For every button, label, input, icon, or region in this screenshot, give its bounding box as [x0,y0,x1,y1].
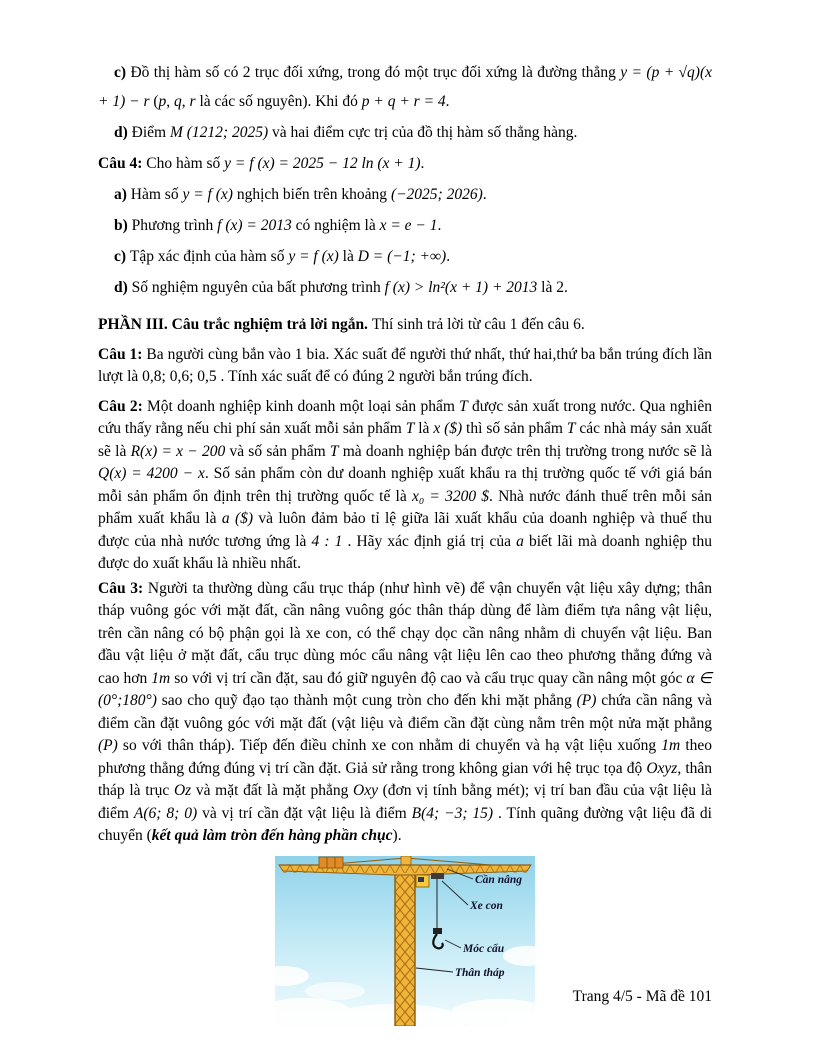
text-run: các nhà máy sản xuất sẽ là [98,420,712,460]
text-run: là 2. [537,279,568,296]
text-run: và số sản phẩm [225,442,330,460]
text-run: (P) [576,692,597,709]
hook-label: Móc cẩu [463,942,505,955]
text-run: kết quả làm tròn đến hàng phần chục [151,827,393,844]
text-run: q [174,93,182,110]
statement-d-top [98,118,712,147]
text-run: và hai điểm cực trị của đồ thị hàm số thẳng hàng. [268,124,578,141]
text-run: . [482,186,487,203]
text-run: B(4; −3; 15) [411,804,494,822]
text-run: Số nghiệm nguyên của bất phương trình [131,279,385,296]
statement-4a [98,180,712,209]
text-run: sao cho quỹ đạo tạo thành một cung tròn cho đến khi mặt phẳng [156,692,577,709]
part-3-heading [98,314,712,337]
text-run: Q(x) = 4200 − x [98,465,205,482]
text-run: nghịch biến trên khoảng [232,186,391,203]
text-run: Oxy [353,782,378,799]
text-run: PHẦN III. Câu trắc nghiệm trả lời ngắn. [98,316,372,333]
text-run: b) [114,217,132,234]
text-run: chứa cần nâng và điểm cần đặt vuông góc với mặt đất (vật liệu và điểm cần đặt cùng nằm trên một nửa mặt phẳng [98,692,712,732]
text-run: T [329,442,339,460]
text-run: Thí sinh trả lời từ câu 1 đến câu 6. [371,316,585,333]
text-run: có nghiệm là [291,217,380,234]
text-run: so với thân tháp). Tiếp đến điều chỉnh xe con nhằm di chuyển và hạ vật liệu xuống [117,737,662,754]
text-run: Hàm số [130,186,183,203]
text-run: Người ta thường dùng cẩu trục tháp (như hình vẽ) để vận chuyển vật liệu xây dựng; thân tháp vuông góc với mặt đất, cần nâng vuông góc thân tháp dùng để làm điểm tựa nâng vật liệu, trên cần nâng có bộ phận gọi là xe con, có thể chạy dọc cần nâng nhằm di chuyển vật liệu. Ban đầu vật liệu ở mặt đất, cẩu trục dùng móc cẩu nâng vật liệu lên cao theo phương thẳng đứng và cao hơn [98,579,712,687]
text-run: 1m [151,669,171,687]
text-run: (−2025; 2026) [390,186,483,203]
jib-label: Cần nâng [475,873,522,886]
text-run: (P) [98,737,118,754]
text-run: . Hãy xác định giá trị của [342,532,517,550]
text-run: Câu 3: [98,579,148,597]
text-run: x = e − 1 [379,217,438,234]
question-text [98,58,712,848]
text-run: Cho hàm số [146,155,225,172]
text-run: a ($) [221,510,254,527]
statement-4b [98,211,712,240]
text-run: theo phương thẳng đứng đúng vị trí cần đặt. Giả sử rằng trong không gian với hệ trục tọa độ [98,737,713,777]
text-run: . [445,93,450,110]
text-run: r [189,93,196,110]
text-run: . Số sản phẩm còn dư doanh nghiệp xuất khẩu ra thị trường quốc tế với giá bán mỗi sản phẩm ổn định trên thị trường quốc tế là [98,465,713,505]
text-run: T [566,420,576,437]
text-run: ( [149,93,159,110]
text-run: và luôn đảm bảo tỉ lệ giữa lãi xuất khẩu của doanh nghiệp và thuế thu được của nhà nước tương ứng là [98,510,712,550]
text-run: . Tính xác suất để có đúng 2 người bắn trúng đích. [216,368,533,385]
text-run: và mặt đất là mặt phẳng [191,782,354,799]
text-run: A(6; 8; 0) [133,804,198,822]
text-run: Câu 4: [98,155,147,172]
text-run: T [459,397,468,415]
crane-illustration [275,856,535,1026]
text-run: Đồ thị hàm số có 2 trục đối xứng, trong đó một trục đối xứng là đường thẳng [130,64,621,81]
text-run: , [181,93,190,110]
text-run: p [158,93,167,110]
statement-4c [98,242,712,271]
text-run: T [405,420,415,437]
statement-4d [98,273,712,302]
text-run: Tập xác định của hàm số [129,248,289,265]
text-run: là các số nguyên). Khi đó [195,93,362,110]
text-run: . Nhà nước đánh thuế trên mỗi sản phẩm xuất khẩu là [98,487,713,527]
question-2 [98,396,712,576]
text-run: là [338,248,358,265]
tower-mast [395,875,415,1026]
text-run: 0,8; 0,6; 0,5 [142,368,217,385]
text-run: y = f (x) [288,248,339,265]
text-run: c) [114,248,130,265]
text-run: , thân tháp là trục [98,759,713,799]
text-run: Oxyz [646,759,678,777]
text-run: M (1212; 2025) [169,124,269,141]
text-run: d) [114,124,132,141]
text-run: p + q + r = 4 [361,93,446,110]
text-run: Câu 2: [98,397,147,415]
text-run: y = f (x) = 2025 − 12 ln (x + 1) [224,155,421,172]
text-run: Oz [173,782,192,799]
text-run: so với vị trí cần đặt, sau đó giữ nguyên độ cao và cẩu trục quay cần nâng một góc [170,669,687,687]
text-run: thì số sản phẩm [462,420,567,437]
page-footer: Trang 4/5 - Mã đề 101 [572,988,712,1005]
text-run: 1m [661,737,681,754]
statement-c-top [98,58,712,116]
text-run: . [446,248,451,265]
text-run: y = (p + √q)(x + 1) − r [98,64,713,110]
text-run: (đơn vị tính bằng mét); vị trí ban đầu của vật liệu là điểm [98,782,712,822]
text-run: Ba người cùng bắn vào 1 bia. Xác suất để người thứ nhất, thứ hai,thứ ba bắn trúng đích lần lượt là [98,345,712,385]
text-run: d) [114,279,132,296]
text-run: . Tính quãng đường vật liệu đã di chuyển ( [98,804,712,844]
trolley-label: Xe con [470,899,503,912]
text-run: f (x) > ln²(x + 1) + 2013 [384,279,538,296]
text-run: Phương trình [131,217,218,234]
text-run: a) [114,186,131,203]
text-run: . [420,155,425,172]
question-3 [98,578,712,848]
text-run: , [166,93,175,110]
text-run: a [516,532,524,550]
text-run: D = (−1; +∞) [357,248,447,265]
trolley [431,873,444,879]
text-run: được sản xuất trong nước. Qua nghiên cứu thấy rằng nếu chi phí sản xuất mỗi sản phẩm [98,397,712,437]
text-run: . [437,217,442,234]
text-run: mà doanh nghiệp bán được trên thị trường trong nước sẽ là [338,442,712,460]
operator-cab [416,875,429,887]
text-run: Một doanh nghiệp kinh doanh một loại sản phẩm [147,397,460,415]
question-4 [98,149,712,178]
text-run: và vị trí cần đặt vật liệu là điểm [197,804,412,822]
text-run: x ($) [433,420,463,437]
counterweight [319,857,343,868]
text-run: x₀ = 3200 $ [411,487,490,505]
text-run: R(x) = x − 200 [130,442,226,460]
text-run: Câu 1: [98,345,147,363]
text-run: f (x) = 2013 [217,217,292,234]
question-1 [98,344,712,389]
text-run: 4 : 1 [311,532,343,550]
text-run: Điểm [131,124,170,141]
text-run: y = f (x) [182,186,233,203]
text-run: ). [392,827,402,844]
text-run: là [414,420,434,437]
text-run: biết lãi mà doanh nghiệp thu được do xuất khẩu là nhiều nhất. [98,532,712,572]
text-run: α ∈ (0°;180°) [98,669,712,709]
text-run: c) [114,64,131,81]
tower-label: Thân tháp [455,966,505,979]
